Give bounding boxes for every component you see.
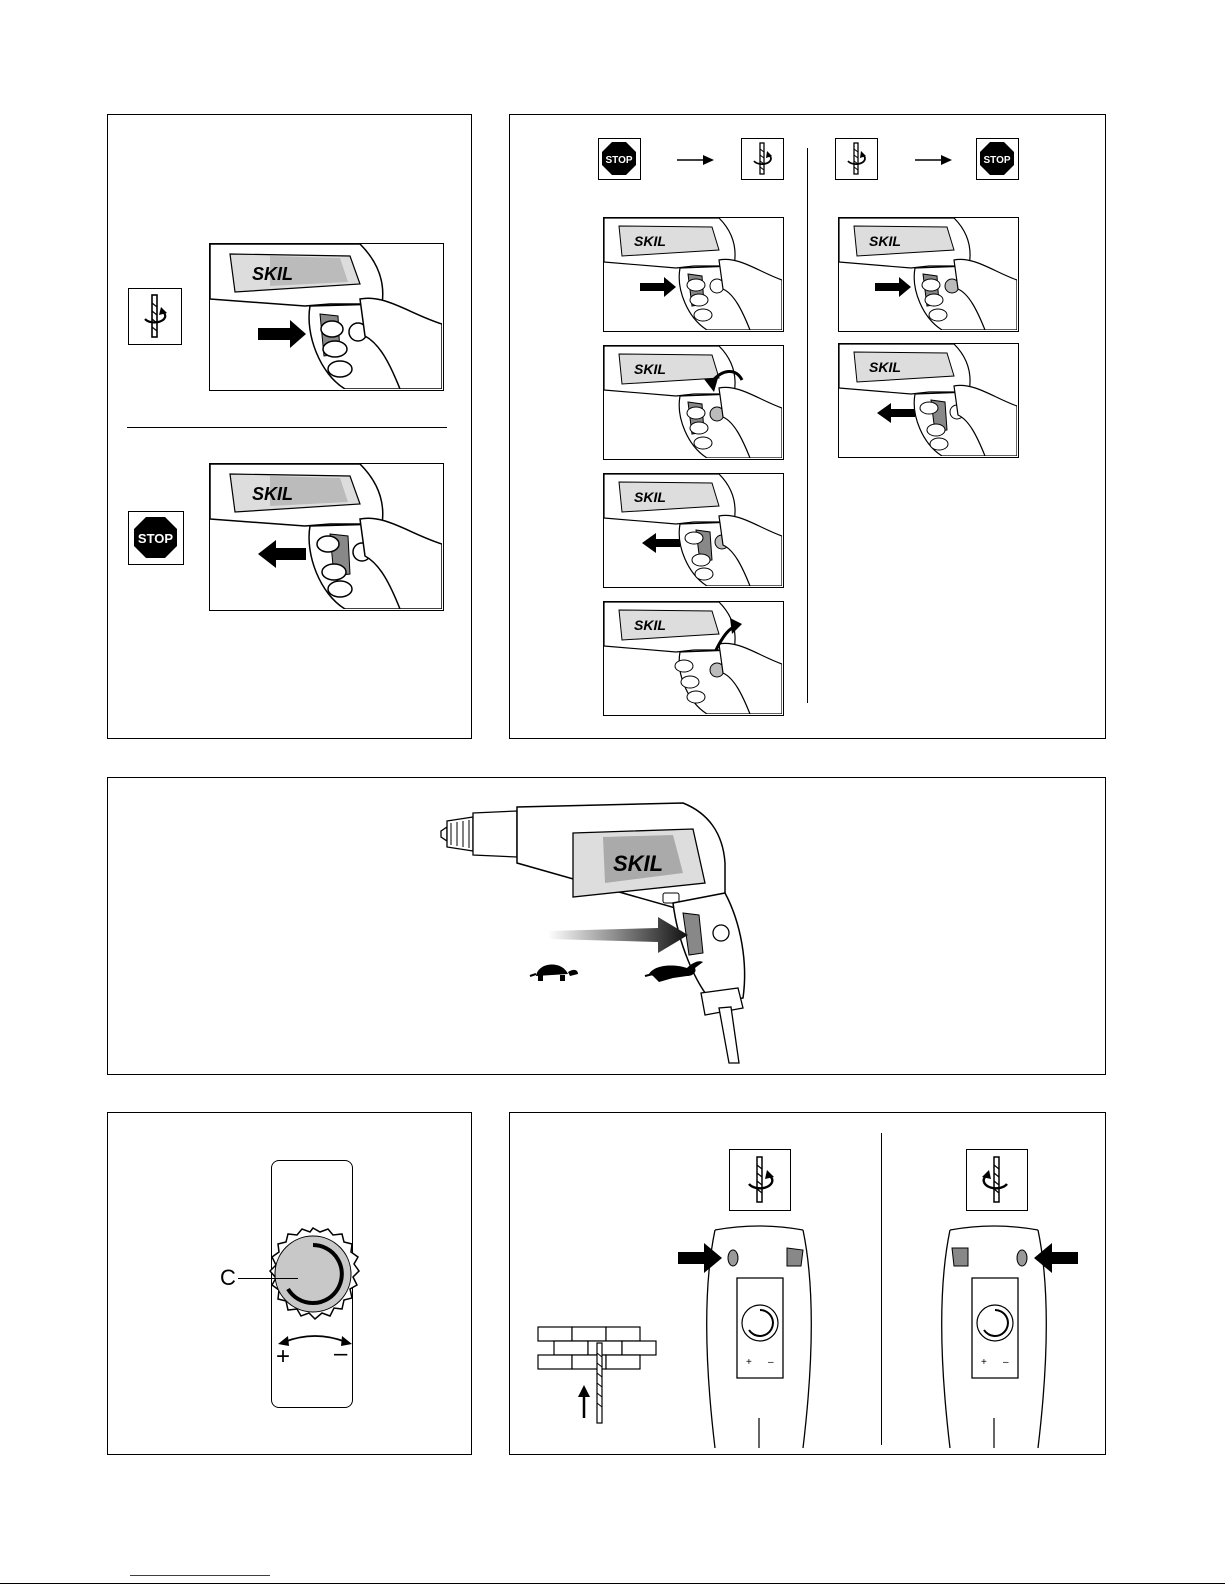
drill-side-view [433,793,793,1073]
drill-bit-forward-icon [128,288,182,345]
illustration-unlock-step-2 [838,343,1019,458]
minus-label: – [768,1357,774,1368]
panel-variable-speed [107,777,1106,1075]
leader-line [238,1278,298,1279]
brand-label: SKIL [634,489,666,505]
stop-sign-icon [128,511,184,565]
minus-label: – [1003,1357,1009,1368]
panel-switch-on-off [107,114,472,739]
drill-bit-forward-icon [729,1149,791,1211]
drill-bit-forward-icon [741,138,784,180]
turtle-slow-icon [528,956,580,989]
illustration-trigger-pull [209,243,444,391]
illustration-unlock-step-1 [838,217,1019,332]
arrow-right-icon [915,153,953,171]
arrow-left-icon [1032,1243,1078,1278]
stop-sign-icon [598,138,641,180]
panel-lock-on-sequence [509,114,1106,739]
brand-label: SKIL [613,851,664,876]
plus-label: + [746,1357,752,1368]
divider [807,148,808,703]
minus-label: – [334,1340,348,1367]
illustration-lock-step-3 [603,473,784,588]
brand-label: SKIL [634,233,666,249]
illustration-trigger-release [209,463,444,611]
divider [127,427,447,428]
brand-label: SKIL [869,233,901,249]
rabbit-fast-icon [643,956,705,989]
panel-direction-switch [509,1112,1106,1455]
illustration-lock-step-4 [603,601,784,716]
brand-label: SKIL [634,361,666,377]
illustration-lock-step-1 [603,217,784,332]
brand-label: SKIL [634,617,666,633]
footer-link-underline [130,1575,270,1576]
plus-label: + [276,1343,291,1370]
arrow-right-icon [678,1243,724,1278]
plus-label: + [981,1357,987,1368]
divider [881,1133,882,1445]
drill-bit-reverse-icon [966,1149,1028,1211]
drill-bit-forward-icon [835,138,878,180]
brand-label: SKIL [869,359,901,375]
stop-label: STOP [983,155,1011,166]
stop-sign-icon [976,138,1019,180]
brand-label: SKIL [252,484,294,504]
brand-label: SKIL [252,264,294,284]
stop-label: STOP [605,155,633,166]
dial-label-c: C [220,1265,236,1290]
brick-wall-icon [534,1323,664,1428]
illustration-lock-step-2 [603,345,784,460]
arrow-right-icon [677,153,715,171]
stop-label: STOP [137,531,174,546]
panel-speed-dial [107,1112,472,1455]
bottom-rule [0,1583,1225,1584]
